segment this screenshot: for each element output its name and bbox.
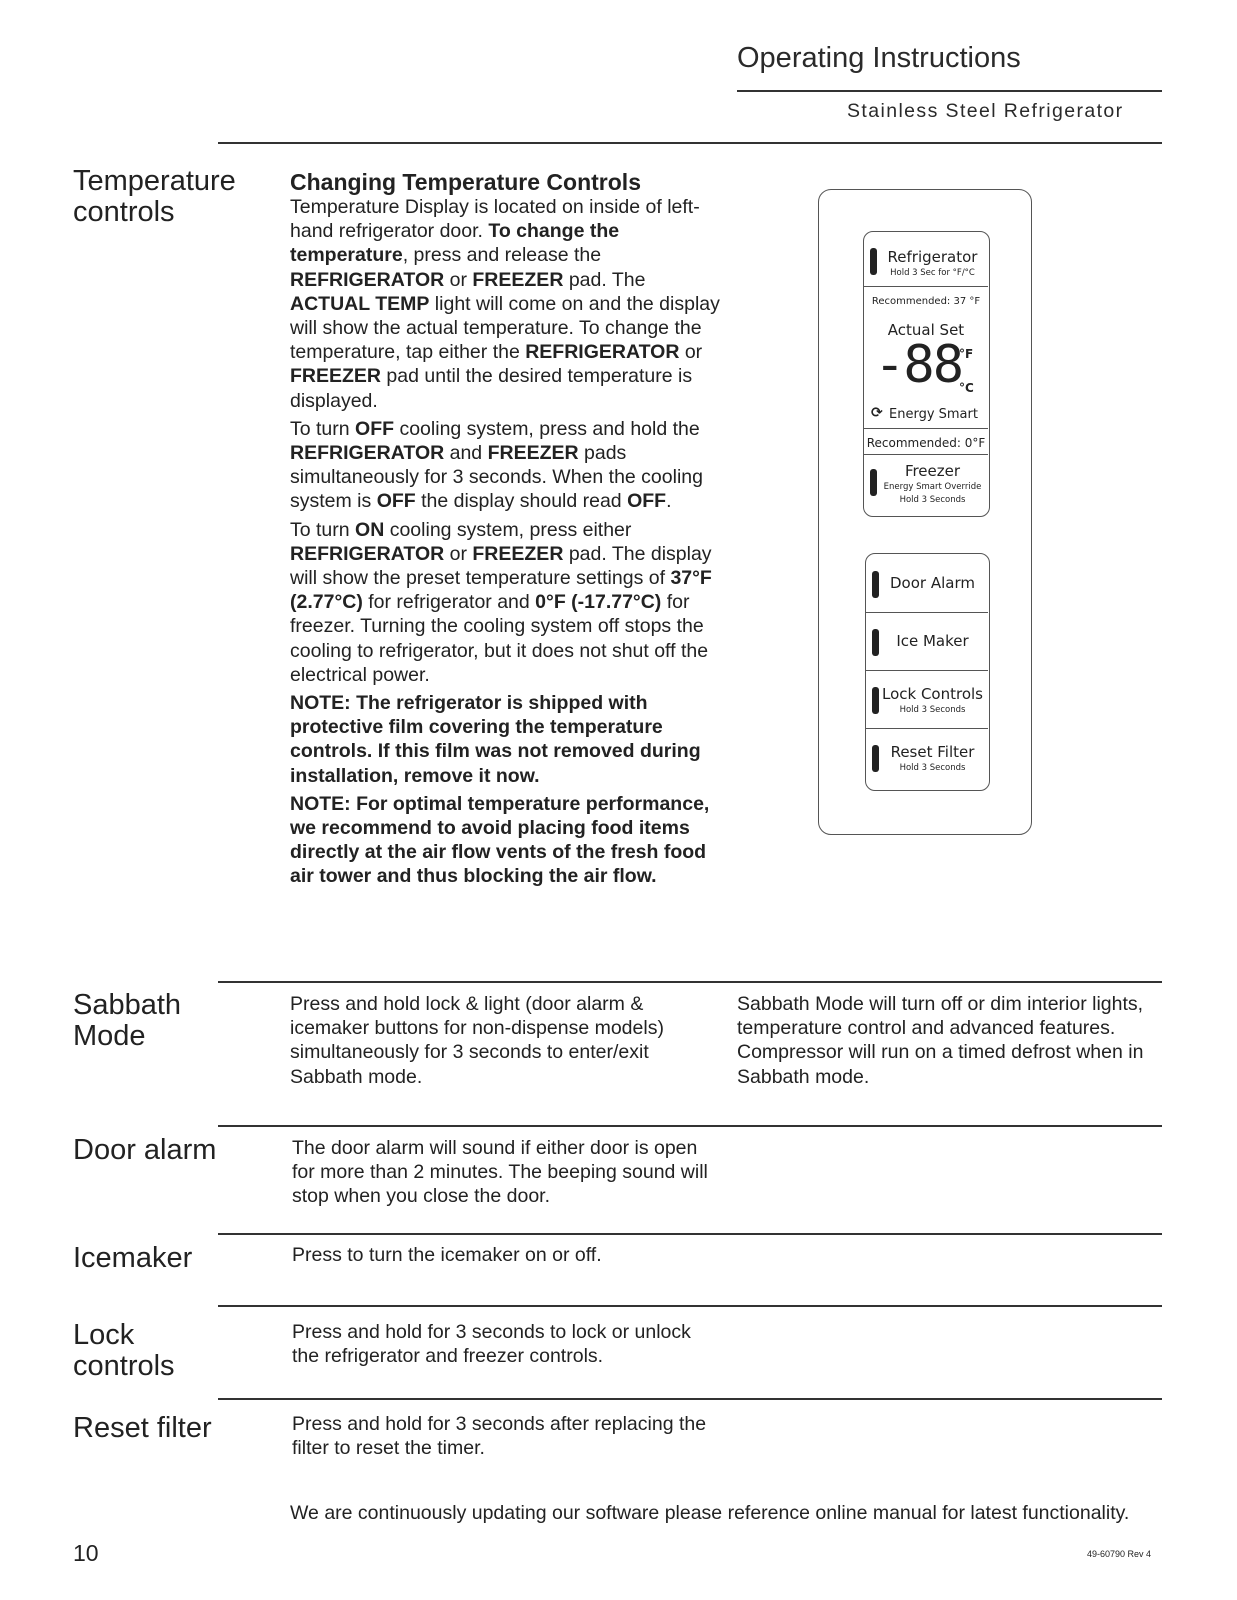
lock-controls-hint: Hold 3 Seconds — [899, 705, 966, 715]
door-alarm-label: Door Alarm — [890, 574, 975, 592]
note: NOTE: The refrigerator is shipped with protective film covering the temperature controls. If this film was not removed during installation, remove it now. — [290, 692, 701, 787]
section-divider — [218, 1233, 1162, 1235]
lock-controls-label: Lock Controls — [881, 685, 983, 703]
ice-maker-label: Ice Maker — [896, 632, 969, 650]
panel-divider — [864, 454, 988, 455]
panel-divider — [866, 670, 988, 671]
sabbath-text-right: Sabbath Mode will turn off or dim interior lights, temperature control and advanced features. Compressor will run on a timed defrost when in Sabbath mode. — [737, 993, 1144, 1088]
section-divider — [218, 142, 1162, 144]
section-heading: Changing Temperature Controls — [290, 169, 641, 195]
freezer-recommended: Recommended: 0°F — [866, 436, 986, 450]
emphasis: 37°F (2.77°C) — [290, 567, 712, 614]
emphasis: REFRIGERATOR — [525, 341, 680, 364]
paragraph: To turn ON cooling system, press either REFRIGERATOR or FREEZER pad. The display will show the preset temperature settings of 37°F (2.77°C) for refrigerator and 0°F (-17.77°C) for freezer. Turning the cooling system off stops the cooling to refrigerator, but it does not shut off the electrical power. — [290, 518, 712, 686]
sabbath-text-left: Press and hold lock & light (door alarm & icemaker buttons for non-dispense models) simultaneously for 3 seconds to enter/exit Sabbath mode. — [290, 993, 664, 1088]
emphasis: REFRIGERATOR — [290, 268, 445, 291]
emphasis: FREEZER — [472, 268, 564, 291]
note: NOTE: For optimal temperature performance, we recommend to avoid placing food items directly at the air flow vents of the fresh food air tower and thus blocking the air flow. — [290, 792, 710, 888]
section-label-line: Mode — [73, 1020, 146, 1052]
section-label-icemaker: Icemaker — [73, 1242, 193, 1274]
feature-buttons-box — [865, 553, 990, 791]
emphasis: REFRIGERATOR — [290, 442, 445, 465]
section-divider — [218, 1125, 1162, 1127]
section-divider — [218, 1398, 1162, 1400]
temperature-display-box — [863, 231, 990, 517]
unit-celsius: °C — [959, 381, 974, 395]
section-label-line: controls — [73, 196, 175, 228]
panel-divider — [866, 612, 988, 613]
section-label-line: controls — [73, 1350, 175, 1382]
section-label-sabbath-mode — [73, 990, 181, 1052]
header-title: Operating Instructions — [737, 42, 1021, 74]
section-label-lock-controls — [73, 1320, 175, 1382]
section-label-line: Temperature — [73, 165, 236, 197]
seven-segment-display: -88 — [874, 335, 962, 395]
refrigerator-recommended: Recommended: 37 °F — [871, 296, 981, 307]
emphasis: OFF — [627, 490, 667, 513]
panel-divider — [866, 728, 988, 729]
header-divider — [737, 90, 1162, 92]
refrigerator-label: Refrigerator — [887, 248, 978, 266]
emphasis: ON — [355, 518, 385, 541]
page-number: 10 — [73, 1540, 99, 1566]
reset-filter-label: Reset Filter — [890, 743, 975, 761]
freezer-hint: Hold 3 Seconds — [899, 495, 966, 505]
paragraph: Temperature Display is located on inside of left-hand refrigerator door. To change the temperature, press and release the REFRIGERATOR or FREEZER pad. The ACTUAL TEMP light will come on and the display will show the actual temperature. To change the temperature, tap either the REFRIGERATOR or FREEZER pad until the desired temperature is displayed. — [290, 196, 720, 412]
icemaker-text: Press to turn the icemaker on or off. — [292, 1244, 602, 1266]
section-label-temperature-controls — [73, 166, 236, 228]
section-label-reset-filter: Reset filter — [73, 1412, 212, 1444]
emphasis: To change the temperature — [290, 220, 620, 267]
reset-filter-hint: Hold 3 Seconds — [899, 763, 966, 773]
freezer-label: Freezer — [904, 462, 961, 480]
emphasis: OFF — [355, 417, 395, 440]
freezer-hint: Energy Smart Override — [883, 482, 982, 492]
control-panel-illustration — [818, 189, 1032, 835]
paragraph: To turn OFF cooling system, press and hold the REFRIGERATOR and FREEZER pads simultaneously for 3 seconds. When the cooling system is OFF the display should read OFF. — [290, 417, 703, 513]
emphasis: REFRIGERATOR — [290, 542, 445, 565]
emphasis: FREEZER — [472, 542, 564, 565]
refrigerator-hint: Hold 3 Sec for °F/°C — [890, 268, 975, 278]
actual-set-label: Actual Set — [887, 321, 965, 339]
header-subtitle: Stainless Steel Refrigerator — [847, 100, 1124, 122]
emphasis: ACTUAL TEMP — [290, 292, 430, 315]
emphasis: OFF — [376, 490, 416, 513]
lock-controls-text: Press and hold for 3 seconds to lock or unlock the refrigerator and freezer controls. — [292, 1321, 691, 1368]
temperature-controls-body — [290, 169, 720, 889]
emphasis: 0°F (-17.77°C) — [535, 591, 662, 614]
section-divider — [218, 981, 1162, 983]
section-label-line: Sabbath — [73, 989, 182, 1021]
emphasis: FREEZER — [487, 442, 579, 465]
emphasis: FREEZER — [290, 365, 382, 388]
panel-divider — [864, 428, 988, 429]
document-number: 49-60790 Rev 4 — [1087, 1549, 1152, 1559]
section-label-line: Lock — [73, 1319, 135, 1351]
reset-filter-text: Press and hold for 3 seconds after replacing the filter to reset the timer. — [292, 1413, 707, 1460]
energy-smart-icon: ⟳ — [871, 405, 883, 421]
panel-divider — [864, 286, 988, 287]
section-label-door-alarm: Door alarm — [73, 1134, 217, 1166]
energy-smart-label: Energy Smart — [889, 407, 978, 422]
section-divider — [218, 1305, 1162, 1307]
footer-note: We are continuously updating our software please reference online manual for latest functionality. — [290, 1502, 1130, 1524]
door-alarm-text: The door alarm will sound if either door is open for more than 2 minutes. The beeping sound will stop when you close the door. — [292, 1137, 708, 1208]
unit-fahrenheit: °F — [959, 347, 974, 361]
